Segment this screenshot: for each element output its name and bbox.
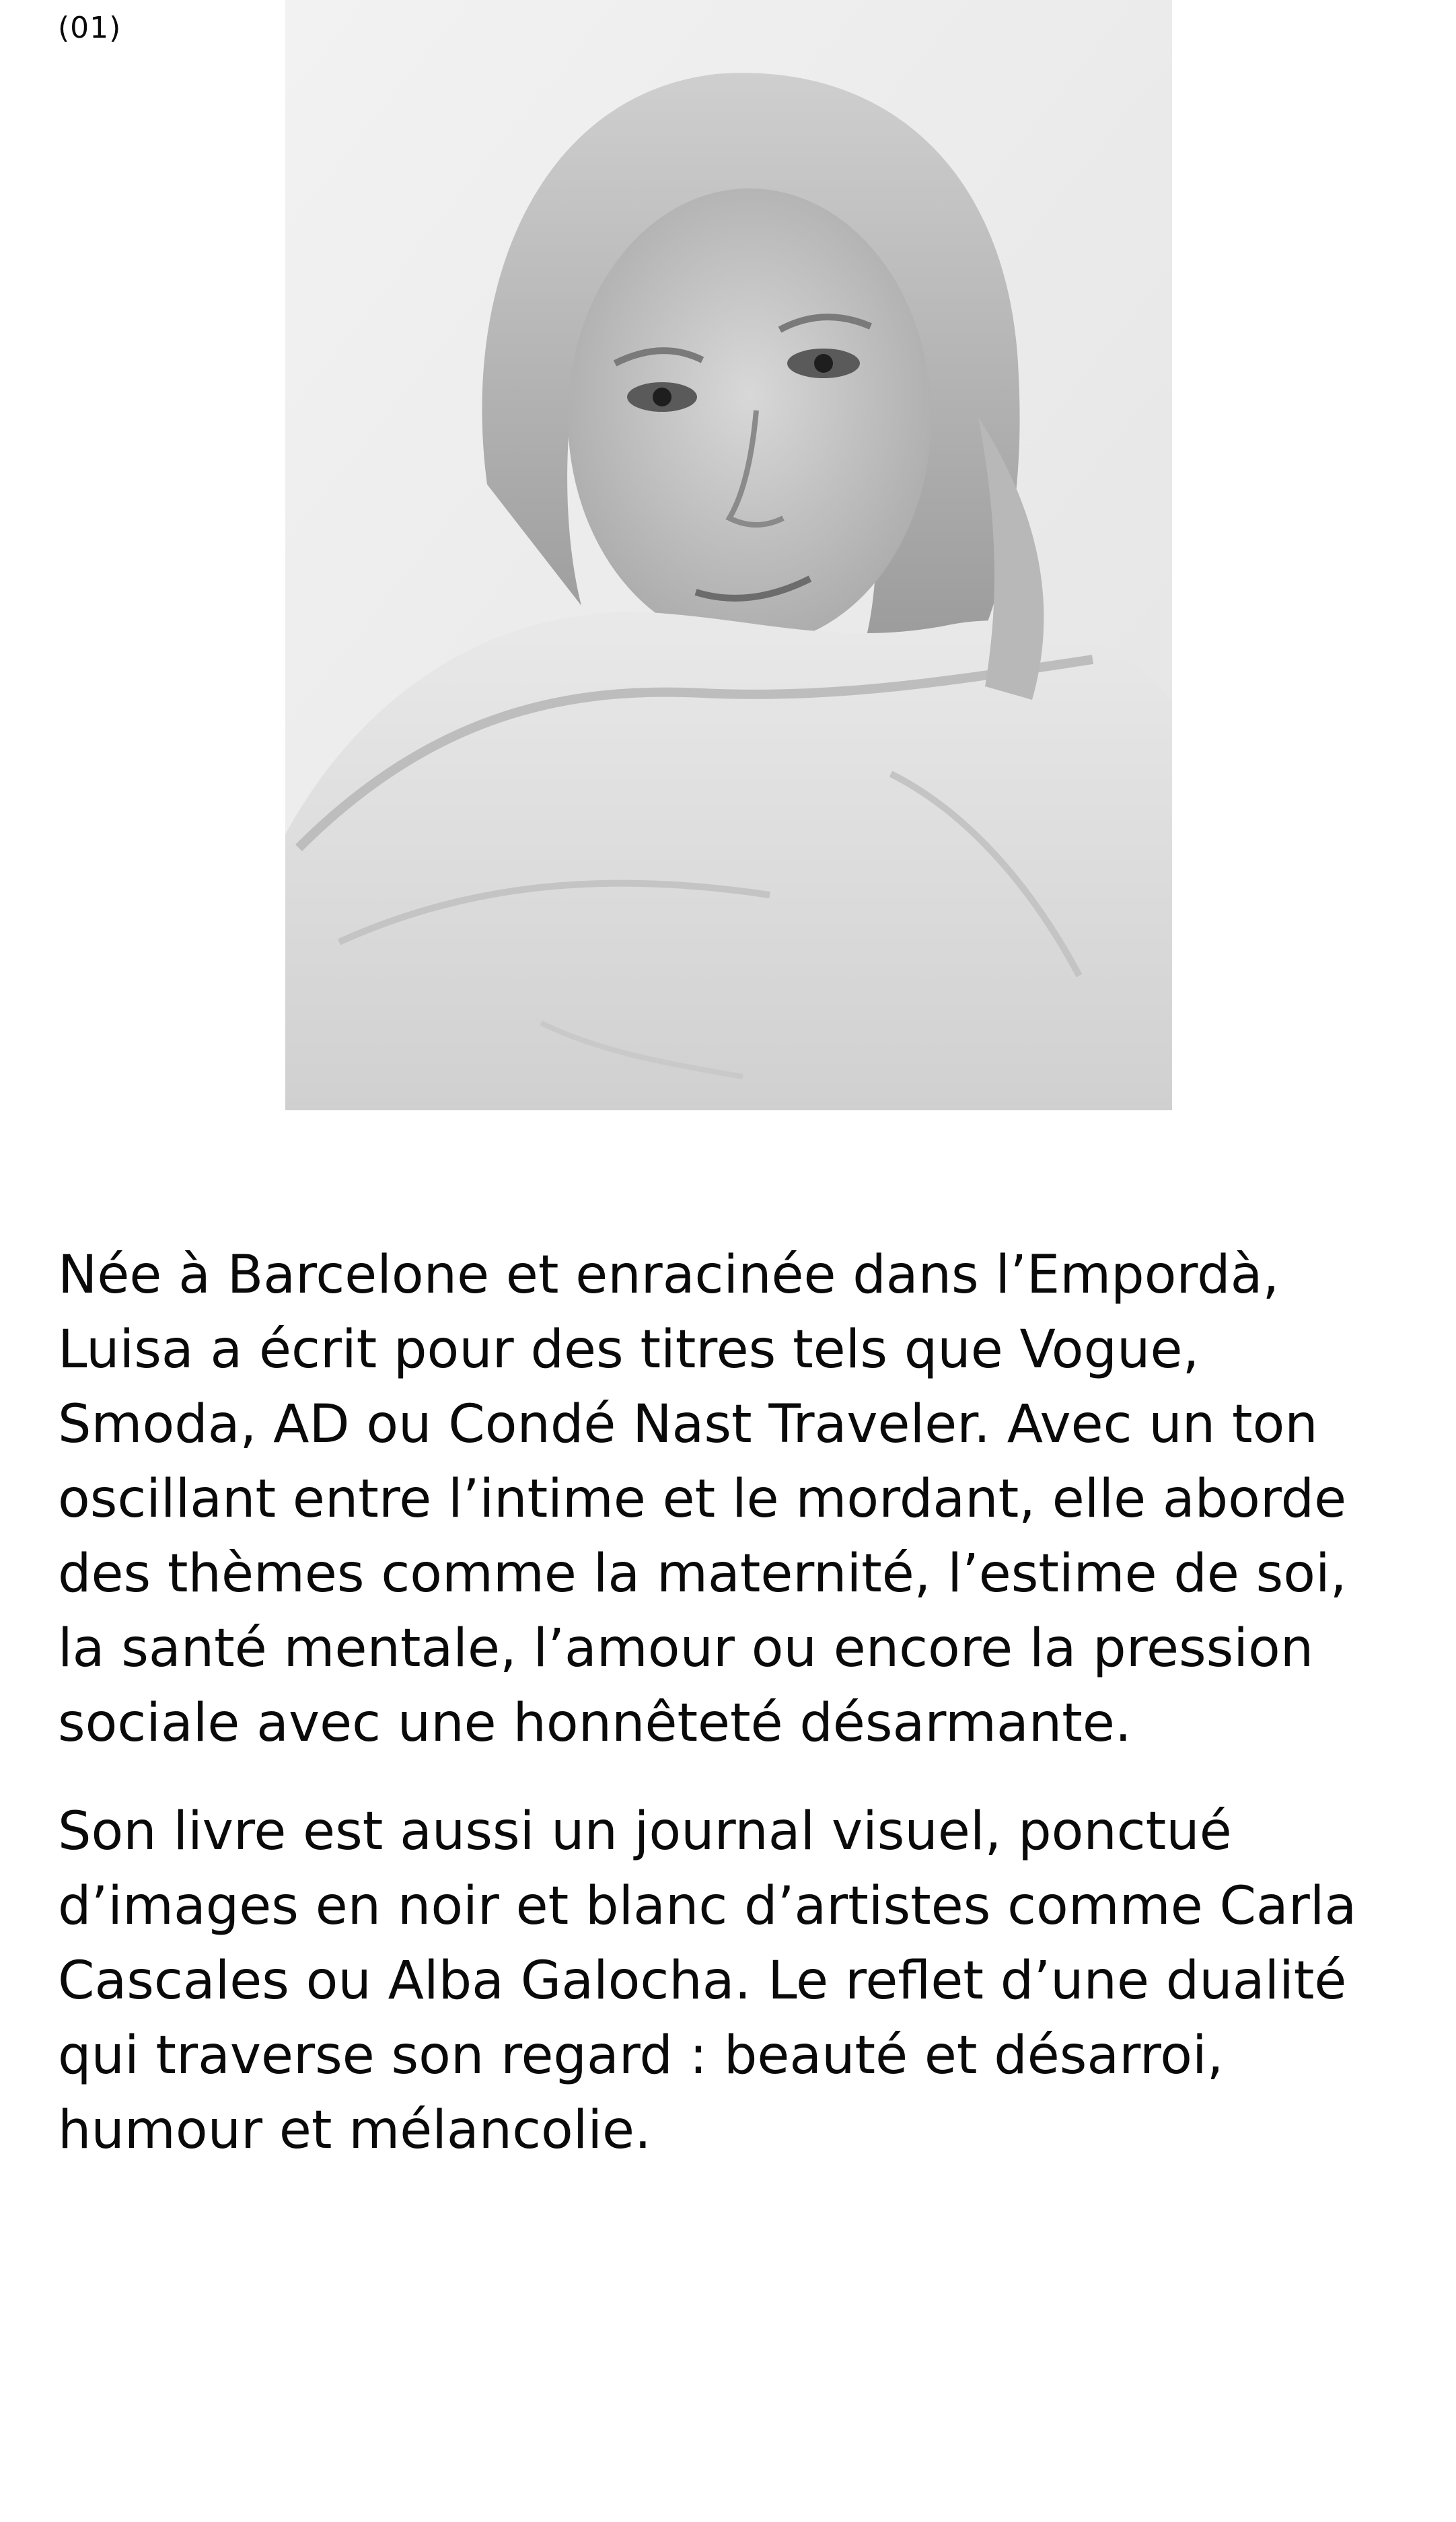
portrait-photo-icon (285, 0, 1172, 1110)
bio-paragraph-1: Née à Barcelone et enracinée dans l’Empordà, Luisa a écrit pour des titres tels que Vogue, Smoda, AD ou Condé Nast Traveler. Avec un ton oscillant entre l’intime et le mordant, elle aborde des thèmes comme la maternité, l’estime de soi, la santé mentale, l’amour ou encore la pression sociale avec une honnêteté désarmante. (58, 1245, 1347, 1754)
bio-text-block (58, 1238, 1404, 2202)
section-index-label: (01) (58, 11, 122, 45)
bio-paragraph-2: Son livre est aussi un journal visuel, ponctué d’images en noir et blanc d’artistes comme Carla Cascales ou Alba Galocha. Le reflet d’une dualité qui traverse son regard : beauté et désarroi, humour et mélancolie. (58, 1801, 1357, 2161)
portrait-photo (285, 0, 1172, 1110)
